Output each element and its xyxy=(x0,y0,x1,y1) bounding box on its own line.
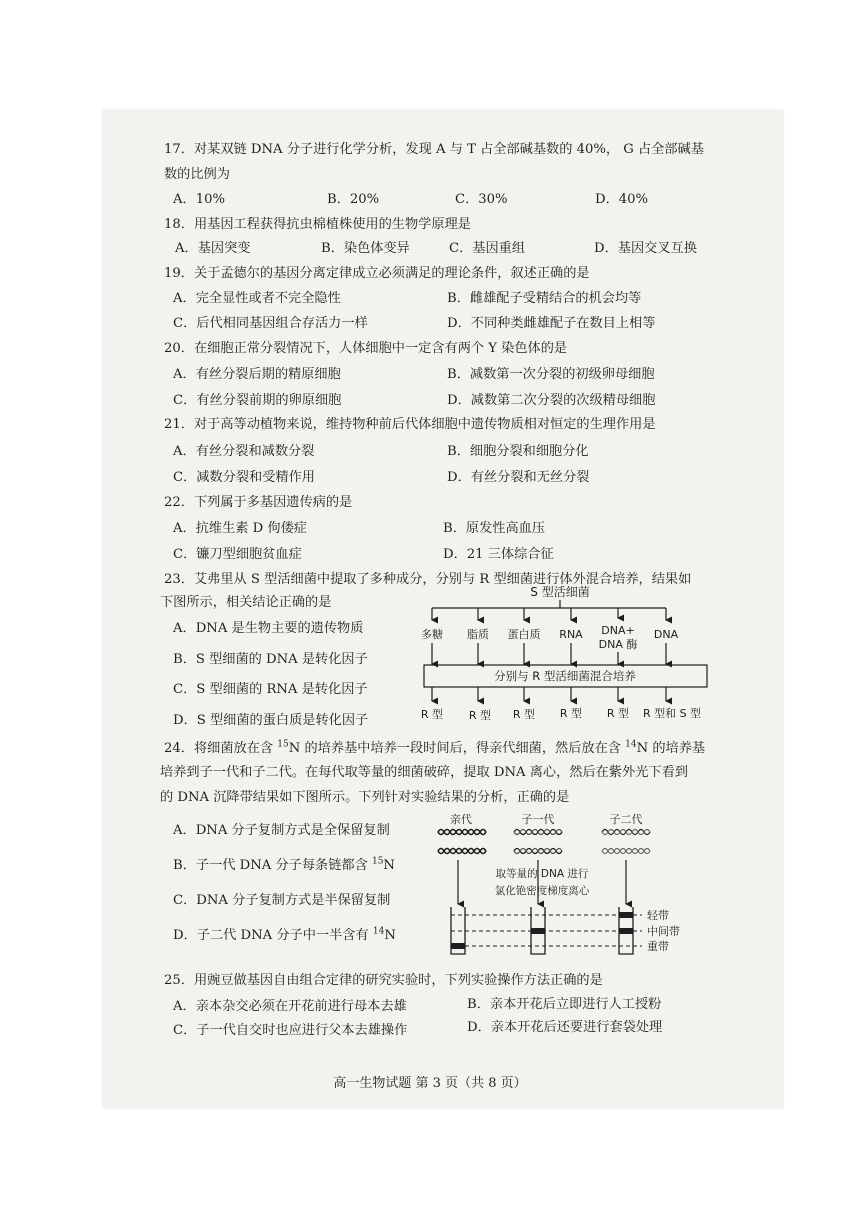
caption-line2: 氯化铯密度梯度离心 xyxy=(494,885,590,897)
band-parent-heavy xyxy=(451,943,465,949)
q18-stem: 18．用基因工程获得抗虫棉植株使用的生物学原理是 xyxy=(164,217,471,232)
component-dna: DNA xyxy=(653,628,679,641)
q22-option-b: B．原发性高血压 xyxy=(443,521,546,536)
result-2: R 型 xyxy=(468,709,492,722)
component-dna-plus: DNA+ xyxy=(601,624,635,637)
result-6: R 型和 S 型 xyxy=(642,707,702,720)
caption-line1: 取等量的 DNA 进行 xyxy=(495,868,589,880)
q23-option-d: D．S 型细菌的蛋白质是转化因子 xyxy=(173,713,369,728)
q25-option-d: D．亲本开花后还要进行套袋处理 xyxy=(467,1020,663,1035)
transformation-experiment-diagram xyxy=(410,583,710,725)
band-label-light: 轻带 xyxy=(647,909,669,922)
q20-option-c: C．有丝分裂前期的卵原细胞 xyxy=(173,393,342,408)
q20-option-b: B．减数第一次分裂的初级卵母细胞 xyxy=(447,367,655,382)
q20-option-a: A．有丝分裂后期的精原细胞 xyxy=(173,367,341,382)
dna-centrifugation-diagram xyxy=(430,808,700,958)
component-polysaccharide: 多糖 xyxy=(421,628,443,641)
component-dnase: DNA 酶 xyxy=(598,638,638,651)
band-label-heavy: 重带 xyxy=(647,940,669,953)
page-footer: 高一生物试题 第 3 页（共 8 页） xyxy=(333,1076,527,1091)
q23-option-b: B．S 型细菌的 DNA 是转化因子 xyxy=(173,652,368,667)
component-protein: 蛋白质 xyxy=(507,628,541,641)
generation-f2: 子二代 xyxy=(609,813,643,826)
q23-stem-cont: 下图所示，相关结论正确的是 xyxy=(160,595,332,610)
dna-helix-f2 xyxy=(602,830,650,854)
q18-option-d: D．基因交叉互换 xyxy=(594,241,697,256)
mix-culture-label: 分别与 R 型活细菌混合培养 xyxy=(494,669,636,683)
q22-stem: 22．下列属于多基因遗传病的是 xyxy=(164,495,353,510)
q21-option-d: D．有丝分裂和无丝分裂 xyxy=(447,470,590,485)
result-1: R 型 xyxy=(420,708,444,721)
band-label-middle: 中间带 xyxy=(647,925,680,938)
band-f2-light xyxy=(619,912,633,918)
q23-stem: 23．艾弗里从 S 型活细菌中提取了多种成分，分别与 R 型细菌进行体外混合培养，结果如 xyxy=(164,572,692,587)
q24-stem: 24．将细菌放在含 $^{15}$N 的培养基中培养一段时间后，得亲代细菌，然后放在含 $^{14}$N 的培养基 xyxy=(164,739,706,756)
q25-option-c: C．子一代自交时也应进行父本去雄操作 xyxy=(173,1023,408,1038)
result-5: R 型 xyxy=(606,707,630,720)
q22-option-a: A．抗维生素 D 佝偻症 xyxy=(173,521,307,536)
result-3: R 型 xyxy=(512,708,536,721)
q23-option-a: A．DNA 是生物主要的遗传物质 xyxy=(173,621,364,636)
s-type-bacteria-label: S 型活细菌 xyxy=(530,585,590,599)
generation-parent: 亲代 xyxy=(450,813,472,826)
q21-stem: 21．对于高等动植物来说，维持物种前后代体细胞中遗传物质相对恒定的生理作用是 xyxy=(164,417,656,432)
q25-option-b: B．亲本开花后立即进行人工授粉 xyxy=(467,997,662,1012)
q24-option-c: C．DNA 分子复制方式是半保留复制 xyxy=(173,893,391,908)
q17-option-a: A．10% xyxy=(173,192,226,207)
q19-stem: 19．关于孟德尔的基因分离定律成立必须满足的理论条件，叙述正确的是 xyxy=(164,266,590,281)
q25-option-a: A．亲本杂交必须在开花前进行母本去雄 xyxy=(173,999,407,1014)
q24-option-b: B．子一代 DNA 分子每条链都含 $^{15}$N xyxy=(173,856,395,873)
dna-helix-parent xyxy=(438,830,486,854)
component-rna: RNA xyxy=(559,628,583,641)
q24-option-a: A．DNA 分子复制方式是全保留复制 xyxy=(173,823,390,838)
q24-stem-cont2: 的 DNA 沉降带结果如下图所示。下列针对实验结果的分析，正确的是 xyxy=(160,790,570,805)
q17-option-d: D．40% xyxy=(595,192,649,207)
q19-option-a: A．完全显性或者不完全隐性 xyxy=(173,291,341,306)
component-lipid: 脂质 xyxy=(467,628,489,641)
q23-option-c: C．S 型细菌的 RNA 是转化因子 xyxy=(173,682,368,697)
band-f1-middle xyxy=(531,928,545,934)
q24-stem-cont: 培养到子一代和子二代。在每代取等量的细菌破碎，提取 DNA 离心，然后在紫外光下看到 xyxy=(160,765,688,780)
q20-option-d: D．减数第二次分裂的次级精母细胞 xyxy=(447,393,656,408)
q21-option-c: C．减数分裂和受精作用 xyxy=(173,470,315,485)
q24-option-d: D．子二代 DNA 分子中一半含有 $^{14}$N xyxy=(173,926,396,943)
q17-option-b: B．20% xyxy=(327,192,380,207)
q17-stem: 17．对某双链 DNA 分子进行化学分析，发现 A 与 T 占全部碱基数的 40%， G 占全部碱基 xyxy=(164,142,704,157)
q20-stem: 20．在细胞正常分裂情况下，人体细胞中一定含有两个 Y 染色体的是 xyxy=(164,341,568,356)
generation-f1: 子一代 xyxy=(521,813,555,826)
q21-option-b: B．细胞分裂和细胞分化 xyxy=(447,444,589,459)
q25-stem: 25．用豌豆做基因自由组合定律的研究实验时，下列实验操作方法正确的是 xyxy=(164,973,603,988)
q19-option-b: B．雌雄配子受精结合的机会均等 xyxy=(447,291,642,306)
result-4: R 型 xyxy=(559,707,583,720)
q18-option-a: A．基因突变 xyxy=(175,241,251,256)
q18-option-c: C．基因重组 xyxy=(449,241,526,256)
band-f2-middle xyxy=(619,928,633,934)
q17-stem-cont: 数的比例为 xyxy=(164,167,230,182)
q22-option-c: C．镰刀型细胞贫血症 xyxy=(173,547,302,562)
q21-option-a: A．有丝分裂和减数分裂 xyxy=(173,444,315,459)
q18-option-b: B．染色体变异 xyxy=(321,241,410,256)
q19-option-d: D．不同种类雌雄配子在数目上相等 xyxy=(447,316,656,331)
q17-option-c: C．30% xyxy=(455,192,508,207)
q19-option-c: C．后代相同基因组合存活力一样 xyxy=(173,316,368,331)
dna-helix-f1 xyxy=(514,830,562,854)
q22-option-d: D．21 三体综合征 xyxy=(443,547,554,562)
